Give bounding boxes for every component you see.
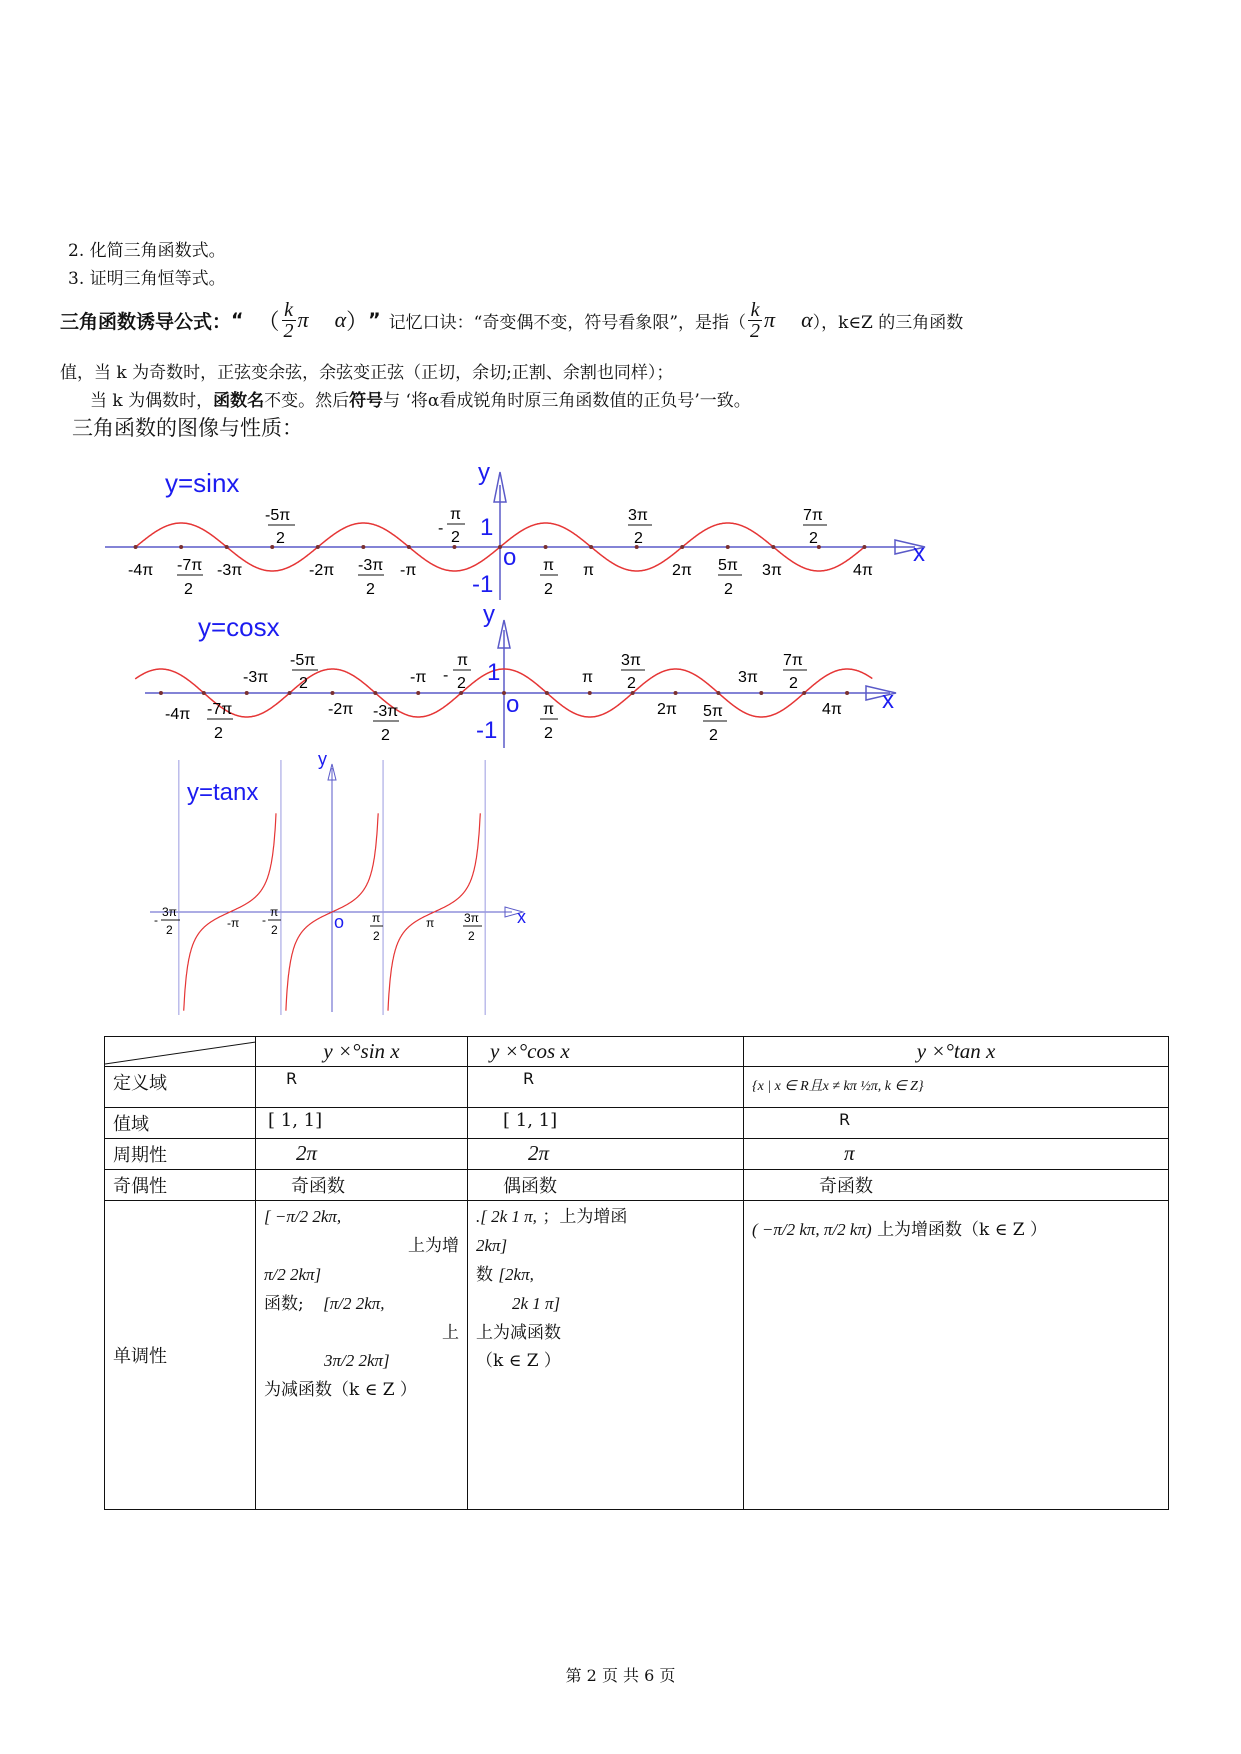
tick-dot <box>498 545 502 549</box>
sin-tick-2pi: 2π <box>672 562 692 579</box>
row-label-period: 周期性 <box>105 1139 256 1170</box>
svg-text:2: 2 <box>214 725 223 742</box>
cos-tick-neg3pi: -3π <box>243 669 269 686</box>
tick-dot <box>202 691 206 695</box>
tan-x-label: x <box>517 907 526 927</box>
tan-frac-pi-2 <box>370 911 383 943</box>
tan-tick-pi: π <box>426 916 435 930</box>
row-label-range: 值域 <box>105 1108 256 1139</box>
header-cos: y ×°cos x <box>468 1037 744 1067</box>
cos-tick-neg2pi: -2π <box>328 701 354 718</box>
svg-text:π: π <box>457 652 469 669</box>
cos-graph <box>0 600 1000 760</box>
svg-text:2: 2 <box>724 581 733 598</box>
table-row-range <box>105 1108 1169 1139</box>
tick-dot <box>545 691 549 695</box>
trig-properties-table <box>104 1036 1169 1510</box>
svg-text:2: 2 <box>366 581 375 598</box>
cos-tick-neg4pi: -4π <box>165 706 191 723</box>
sin-frac-3pi-2 <box>628 507 652 547</box>
svg-text:π: π <box>270 905 279 919</box>
cos-frac-5pi-2 <box>703 703 727 744</box>
tick-dot <box>544 545 548 549</box>
sin-frac-neg3pi-2 <box>358 557 384 598</box>
svg-text:-3π: -3π <box>373 703 399 720</box>
tick-dot <box>270 545 274 549</box>
table-corner-cell <box>105 1037 256 1067</box>
induction-line-2: 值，当 k 为奇数时，正弦变余弦，余弦变正弦（正切，余切;正割、余割也同样）； <box>60 363 674 383</box>
period-sin: 2π <box>256 1139 468 1170</box>
table-header-row <box>105 1037 1169 1067</box>
svg-text:2: 2 <box>276 530 285 547</box>
sin-tick-neg4pi: -4π <box>128 562 154 579</box>
cos-x-label: x <box>882 687 894 714</box>
sin-frac-neg5pi-2 <box>265 507 295 547</box>
tick-dot <box>726 545 730 549</box>
sin-origin-label: o <box>503 544 517 571</box>
mnemonic-prefix: 记忆口诀：“奇变偶不变，符号看象限”，是指（ <box>388 312 747 333</box>
tan-tick-negpi: -π <box>227 916 240 930</box>
tan-frac-neg3pi-2 <box>154 905 180 937</box>
tick-dot <box>288 691 292 695</box>
cos-y-label: y <box>483 601 495 628</box>
svg-text:2: 2 <box>457 675 466 692</box>
svg-text:2: 2 <box>381 727 390 744</box>
table-row-parity <box>105 1170 1169 1201</box>
monotonic-cos: .[ 2k 1 π, ；上为增函 2kπ] 数 [2kπ, 2k 1 π] 上为减函数 （k ∈ Z ） <box>468 1201 744 1510</box>
cos-tick-3pi: 3π <box>738 669 758 686</box>
tick-dot <box>316 545 320 549</box>
sin-y-label: y <box>478 459 490 486</box>
sin-x-label: x <box>913 540 925 567</box>
svg-text:2: 2 <box>809 530 818 547</box>
quote-open: “ <box>231 309 244 331</box>
svg-text:2: 2 <box>468 929 475 943</box>
cos-frac-7pi-2 <box>783 652 807 692</box>
range-sin: [ 1, 1] <box>256 1108 468 1139</box>
formula-pi: π <box>297 307 309 332</box>
graphs-heading: 三角函数的图像与性质： <box>72 416 303 440</box>
parity-cos: 偶函数 <box>468 1170 744 1201</box>
svg-text:-3π: -3π <box>358 557 384 574</box>
tick-dot <box>680 545 684 549</box>
svg-text:2: 2 <box>184 581 193 598</box>
cos-neg-one-label: -1 <box>476 717 498 744</box>
sin-frac-neg7pi-2 <box>177 557 203 598</box>
tan-origin-label: o <box>334 912 345 932</box>
tick-dot <box>225 545 229 549</box>
sin-tick-negpi: -π <box>400 562 417 579</box>
svg-text:2: 2 <box>544 725 553 742</box>
induction-formula-line: 三角函数诱导公式： “ （ $\frac{k}{2}$ π α ） ” 记忆口诀：“奇变偶不变，符号看象限”，是指（ $\frac{k}{2}$ π α ），k∈Z 的三角函数 <box>60 298 964 342</box>
intro-item-2: 2. 化简三角函数式。 <box>68 241 226 261</box>
svg-text:5π: 5π <box>703 703 723 720</box>
induction-line-3: 当 k 为偶数时，函数名不变。然后符号与 ‘将α看成锐角时原三角函数值的正负号’一致。 <box>90 391 751 411</box>
svg-text:2: 2 <box>789 675 798 692</box>
mnemonic-suffix: ），k∈Z 的三角函数 <box>812 312 964 333</box>
svg-text:2: 2 <box>544 581 553 598</box>
svg-text:π: π <box>543 557 555 574</box>
svg-text:2: 2 <box>271 923 278 937</box>
svg-text:2: 2 <box>299 675 308 692</box>
parity-sin: 奇函数 <box>256 1170 468 1201</box>
tick-dot <box>159 691 163 695</box>
page-footer: 第 2 页 共 6 页 <box>565 1666 676 1685</box>
tick-dot <box>416 691 420 695</box>
cos-title: y=cosx <box>198 612 280 642</box>
cos-frac-neg7pi-2 <box>207 701 233 742</box>
row-label-monotonic: 单调性 <box>105 1201 256 1510</box>
svg-text:3π: 3π <box>628 507 648 524</box>
sin-frac-5pi-2 <box>718 557 742 598</box>
monotonic-sin: [ −π/2 2kπ, 上为增 π/2 2kπ] 函数; [π/2 2kπ, 上 3π/2 2kπ] 为减函数（k ∈ Z ） <box>256 1201 468 1510</box>
header-sin: y ×°sin x <box>256 1037 468 1067</box>
formula-pi-2: π <box>764 307 776 332</box>
svg-text:2: 2 <box>373 929 380 943</box>
sin-title: y=sinx <box>165 468 240 498</box>
svg-text:-: - <box>154 913 158 927</box>
cos-origin-label: o <box>506 691 520 718</box>
quote-close: ” <box>368 309 381 331</box>
range-cos: [ 1, 1] <box>468 1108 744 1139</box>
header-tan: y ×°tan x <box>744 1037 1169 1067</box>
tick-dot <box>407 545 411 549</box>
svg-text:2: 2 <box>627 675 636 692</box>
formula-alpha: α <box>334 307 347 332</box>
tan-title: y=tanx <box>187 779 259 806</box>
svg-text:-7π: -7π <box>177 557 203 574</box>
period-cos: 2π <box>468 1139 744 1170</box>
tick-dot <box>179 545 183 549</box>
sin-graph <box>0 450 1000 610</box>
tick-dot <box>134 545 138 549</box>
table-row-domain <box>105 1067 1169 1108</box>
sin-tick-pi: π <box>583 562 595 579</box>
sin-tick-3pi: 3π <box>762 562 782 579</box>
svg-text:2: 2 <box>634 530 643 547</box>
tan-frac-3pi-2 <box>463 911 482 943</box>
intro-item-3: 3. 证明三角恒等式。 <box>68 269 226 289</box>
table-row-period <box>105 1139 1169 1170</box>
cos-one-label: 1 <box>487 659 501 686</box>
svg-text:-: - <box>438 520 444 537</box>
tan-frac-negpi-2 <box>262 905 281 937</box>
tick-dot <box>361 545 365 549</box>
svg-text:π: π <box>372 911 381 925</box>
sin-frac-negpi-2 <box>438 506 465 546</box>
parity-tan: 奇函数 <box>744 1170 1169 1201</box>
formula-alpha-2: α <box>801 307 813 332</box>
svg-text:π: π <box>450 506 462 523</box>
formula-fraction-2: $\frac{k}{2}$ <box>750 298 761 342</box>
svg-text:-: - <box>262 913 266 927</box>
formula-fraction: $\frac{k}{2}$ <box>283 298 294 342</box>
sin-tick-4pi: 4π <box>853 562 873 579</box>
sin-one-label: 1 <box>480 514 494 541</box>
sin-tick-neg3pi: -3π <box>217 562 243 579</box>
tick-dot <box>759 691 763 695</box>
svg-text:2: 2 <box>709 727 718 744</box>
svg-text:7π: 7π <box>803 507 823 524</box>
domain-tan: {x | x ∈ R且x ≠ kπ ½π, k ∈ Z} <box>744 1067 1169 1108</box>
tick-dot <box>373 691 377 695</box>
cos-tick-negpi: -π <box>410 669 427 686</box>
cos-frac-neg3pi-2 <box>373 703 399 744</box>
svg-text:3π: 3π <box>621 652 641 669</box>
svg-text:π: π <box>543 701 555 718</box>
svg-text:2: 2 <box>166 923 173 937</box>
svg-text:5π: 5π <box>718 557 738 574</box>
svg-text:2: 2 <box>451 529 460 546</box>
tick-dot <box>330 691 334 695</box>
svg-text:3π: 3π <box>162 905 177 919</box>
svg-text:-7π: -7π <box>207 701 233 718</box>
tick-dot <box>716 691 720 695</box>
cos-tick-4pi: 4π <box>822 701 842 718</box>
sin-neg-one-label: -1 <box>472 571 494 598</box>
svg-text:7π: 7π <box>783 652 803 669</box>
tick-dot <box>862 545 866 549</box>
tick-dot <box>245 691 249 695</box>
row-label-parity: 奇偶性 <box>105 1170 256 1201</box>
tan-y-label: y <box>318 750 327 769</box>
domain-sin: R <box>256 1067 468 1108</box>
row-label-domain: 定义域 <box>105 1067 256 1108</box>
tick-dot <box>802 691 806 695</box>
table-row-monotonic <box>105 1201 1169 1510</box>
svg-text:-: - <box>443 667 449 684</box>
induction-title: 三角函数诱导公式： <box>60 310 232 333</box>
tick-dot <box>589 545 593 549</box>
cos-tick-2pi: 2π <box>657 701 677 718</box>
sin-frac-7pi-2 <box>803 507 827 547</box>
sin-frac-pi-2 <box>540 557 558 598</box>
period-tan: π <box>744 1139 1169 1170</box>
svg-text:-5π: -5π <box>290 652 316 669</box>
tick-dot <box>845 691 849 695</box>
cos-frac-pi-2 <box>540 701 558 742</box>
domain-cos: R <box>468 1067 744 1108</box>
cos-frac-neg5pi-2 <box>290 652 318 692</box>
cos-tick-pi: π <box>582 669 594 686</box>
sin-tick-neg2pi: -2π <box>309 562 335 579</box>
tick-dot <box>771 545 775 549</box>
svg-text:3π: 3π <box>464 911 479 925</box>
cos-frac-negpi-2 <box>443 652 471 692</box>
range-tan: R <box>744 1108 1169 1139</box>
svg-text:-5π: -5π <box>265 507 291 524</box>
tick-dot <box>674 691 678 695</box>
monotonic-tan: ( −π/2 kπ, π/2 kπ) 上为增函数（k ∈ Z ） <box>744 1201 1169 1510</box>
tan-graph <box>0 750 600 1020</box>
tick-dot <box>588 691 592 695</box>
